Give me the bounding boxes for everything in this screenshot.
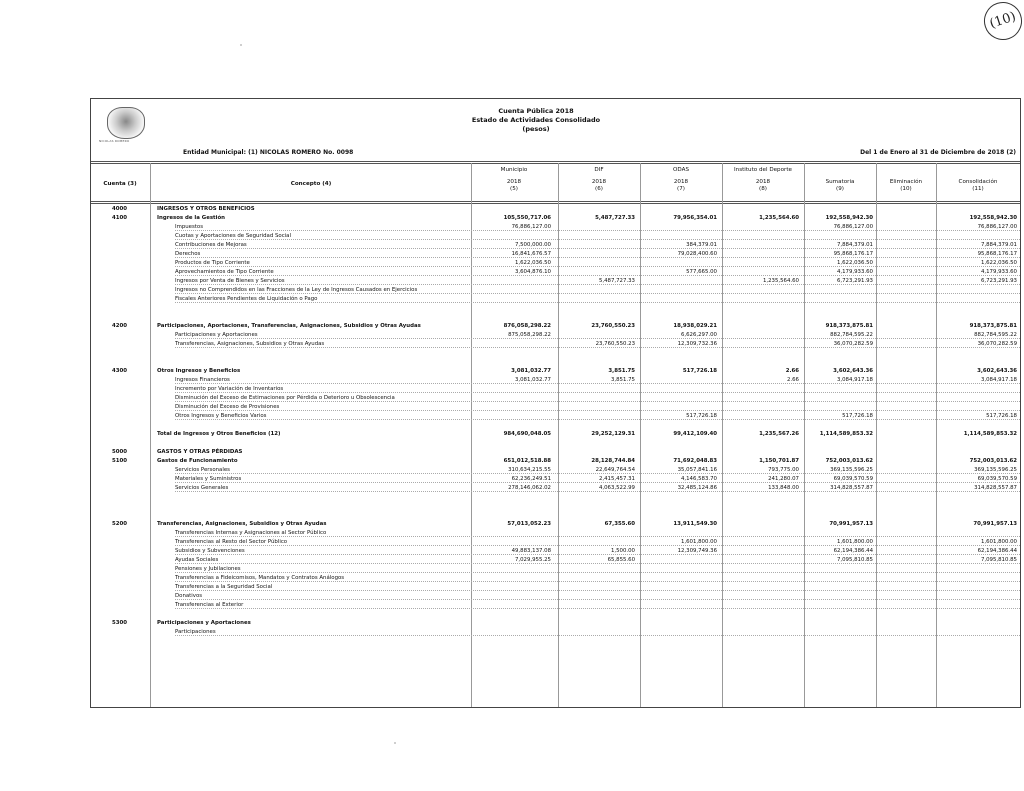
- table-row: [91, 457, 1020, 466]
- statement-rows: [91, 205, 1020, 637]
- cell-deporte: 1,235,567.26: [759, 431, 799, 437]
- cell-consolidacion: 70,991,957.13: [973, 521, 1017, 527]
- scan-speck: [394, 742, 396, 744]
- cell-dif: 5,487,727.33: [598, 278, 635, 284]
- table-row: [91, 214, 1020, 223]
- concept-label: Servicios Personales: [175, 467, 230, 473]
- cell-sumatoria: 4,179,933.60: [836, 269, 873, 275]
- row-underline: [175, 257, 1020, 258]
- header-rule: [91, 163, 1020, 164]
- cell-consolidacion: 1,622,036.50: [980, 260, 1017, 266]
- account-code: 5100: [111, 458, 127, 464]
- cell-consolidacion: 7,884,379.01: [980, 242, 1017, 248]
- table-row: [91, 250, 1020, 259]
- cell-dif: 5,487,727.33: [595, 215, 635, 221]
- concept-label: Participaciones y Aportaciones: [157, 620, 251, 626]
- cell-sumatoria: 192,558,942.30: [825, 215, 873, 221]
- col-header-eliminacion-num: (10): [900, 186, 912, 192]
- cell-consolidacion: 62,194,386.44: [977, 548, 1017, 554]
- cell-odas: 384,379.01: [686, 242, 717, 248]
- table-row: [91, 466, 1020, 475]
- col-header-dif-num: (6): [595, 186, 603, 192]
- col-header-concepto: [151, 181, 471, 188]
- col-header-eliminacion: [877, 179, 935, 193]
- cell-consolidacion: 7,095,810.85: [980, 557, 1017, 563]
- cell-deporte: 1,235,564.60: [759, 215, 799, 221]
- cell-deporte: 1,235,564.60: [762, 278, 799, 284]
- table-row: [91, 412, 1020, 421]
- blank-row: [91, 421, 1020, 430]
- concept-label: Ingresos Financieros: [175, 377, 230, 383]
- concept-label: INGRESOS Y OTROS BENEFICIOS: [157, 206, 255, 212]
- cell-consolidacion: 4,179,933.60: [980, 269, 1017, 275]
- col-header-municipio: [471, 167, 557, 193]
- table-row: [91, 592, 1020, 601]
- cell-consolidacion: 517,726.18: [986, 413, 1017, 419]
- concept-label: Transferencias, Asignaciones, Subsidios y Otras Ayudas: [157, 521, 327, 527]
- statement-header: [91, 99, 1020, 165]
- col-header-odas: [641, 167, 721, 193]
- cell-sumatoria: 752,003,013.62: [825, 458, 873, 464]
- cell-consolidacion: 6,723,291.93: [980, 278, 1017, 284]
- row-underline: [175, 248, 1020, 249]
- cell-sumatoria: 7,095,810.85: [836, 557, 873, 563]
- cell-sumatoria: 36,070,282.59: [833, 341, 873, 347]
- table-row: [91, 403, 1020, 412]
- cell-municipio: 3,081,032.77: [514, 377, 551, 383]
- concept-label: Disminución del Exceso de Estimaciones por Pérdida o Deterioro u Obsolescencia: [175, 395, 395, 401]
- cell-dif: 2,415,457.31: [598, 476, 635, 482]
- row-underline: [175, 230, 1020, 231]
- concept-label: Fiscales Anteriores Pendientes de Liquidación o Pago: [175, 296, 318, 302]
- cell-sumatoria: 3,602,643.36: [833, 368, 873, 374]
- cell-sumatoria: 882,784,595.22: [830, 332, 873, 338]
- cell-sumatoria: 76,886,127.00: [833, 224, 873, 230]
- cell-municipio: 984,690,048.05: [503, 431, 551, 437]
- cell-municipio: 278,146,062.02: [508, 485, 551, 491]
- cell-dif: 23,760,550.23: [591, 323, 635, 329]
- blank-row: [91, 610, 1020, 619]
- concept-label: Subsidios y Subvenciones: [175, 548, 245, 554]
- cell-municipio: 3,604,876.10: [514, 269, 551, 275]
- table-row: [91, 520, 1020, 529]
- col-header-dif-name: DIF: [594, 167, 604, 173]
- table-row: [91, 574, 1020, 583]
- table-row: [91, 340, 1020, 349]
- cell-municipio: 7,500,000.00: [514, 242, 551, 248]
- cell-odas: 6,626,297.00: [680, 332, 717, 338]
- cell-municipio: 57,013,052.23: [507, 521, 551, 527]
- seal-caption: NICOLAS ROMERO: [99, 139, 130, 143]
- cell-consolidacion: 3,602,643.36: [977, 368, 1017, 374]
- cell-consolidacion: 752,003,013.62: [969, 458, 1017, 464]
- col-header-dif: [559, 167, 639, 193]
- cell-odas: 4,146,583.70: [680, 476, 717, 482]
- cell-consolidacion: 3,084,917.18: [980, 377, 1017, 383]
- concept-label: Ingresos de la Gestión: [157, 215, 226, 221]
- cell-sumatoria: 62,194,386.44: [833, 548, 873, 554]
- table-row: [91, 367, 1020, 376]
- cell-sumatoria: 69,039,570.59: [833, 476, 873, 482]
- concept-label: Participaciones y Aportaciones: [175, 332, 258, 338]
- row-underline: [175, 419, 1020, 420]
- cell-dif: 29,252,129.31: [591, 431, 635, 437]
- cell-odas: 517,726.18: [682, 368, 717, 374]
- col-header-deporte-year: 2018: [755, 179, 771, 185]
- concept-label: Transferencias a la Seguridad Social: [175, 584, 273, 590]
- cell-dif: 1,500.00: [610, 548, 635, 554]
- col-header-sumatoria-num: (9): [836, 186, 844, 192]
- table-row: [91, 628, 1020, 637]
- cell-consolidacion: 192,558,942.30: [969, 215, 1017, 221]
- row-underline: [175, 635, 1020, 636]
- row-underline: [175, 581, 1020, 582]
- cell-sumatoria: 70,991,957.13: [829, 521, 873, 527]
- cell-consolidacion: 314,828,557.87: [974, 485, 1017, 491]
- statement-sheet: [90, 98, 1021, 708]
- statement-titles: [431, 107, 641, 134]
- concept-label: Pensiones y Jubilaciones: [175, 566, 241, 572]
- account-code: 4100: [111, 215, 127, 221]
- report-title: Cuenta Pública 2018: [498, 107, 574, 115]
- blank-row: [91, 313, 1020, 322]
- cell-sumatoria: 1,622,036.50: [836, 260, 873, 266]
- cell-municipio: 7,029,955.25: [514, 557, 551, 563]
- entity-label: Entidad Municipal: (1) NICOLAS ROMERO No. 0098: [183, 149, 354, 156]
- cell-sumatoria: 7,884,379.01: [836, 242, 873, 248]
- cell-odas: 1,601,800.00: [680, 539, 717, 545]
- cell-municipio: 3,081,032.77: [511, 368, 551, 374]
- cell-consolidacion: 1,601,800.00: [980, 539, 1017, 545]
- cell-sumatoria: 3,084,917.18: [836, 377, 873, 383]
- concept-label: Cuotas y Aportaciones de Seguridad Social: [175, 233, 291, 239]
- row-underline: [175, 266, 1020, 267]
- cell-odas: 577,665.00: [686, 269, 717, 275]
- table-row: [91, 295, 1020, 304]
- blank-row: [91, 358, 1020, 367]
- cell-municipio: 76,886,127.00: [511, 224, 551, 230]
- cell-odas: 32,485,124.86: [677, 485, 717, 491]
- cell-sumatoria: 517,726.18: [842, 413, 873, 419]
- col-header-consolidacion-name: Consolidación: [958, 179, 998, 185]
- col-header-municipio-num: (5): [510, 186, 518, 192]
- cell-municipio: 62,236,249.51: [511, 476, 551, 482]
- col-header-deporte-num: (8): [759, 186, 767, 192]
- account-code: 5300: [111, 620, 127, 626]
- cell-sumatoria: 95,868,176.17: [833, 251, 873, 257]
- account-code: 4000: [111, 206, 127, 212]
- blank-row: [91, 493, 1020, 502]
- table-row: [91, 475, 1020, 484]
- row-underline: [175, 383, 1020, 384]
- col-header-municipio-name: Municipio: [500, 167, 528, 173]
- row-underline: [175, 491, 1020, 492]
- cell-consolidacion: 95,868,176.17: [977, 251, 1017, 257]
- row-underline: [175, 608, 1020, 609]
- cell-municipio: 875,058,298.22: [508, 332, 551, 338]
- concept-label: Aprovechamientos de Tipo Corriente: [175, 269, 274, 275]
- table-row: [91, 232, 1020, 241]
- row-underline: [175, 563, 1020, 564]
- col-header-sumatoria-name: Sumatoria: [825, 179, 855, 185]
- cell-deporte: 2.66: [786, 377, 799, 383]
- row-underline: [175, 590, 1020, 591]
- cell-odas: 12,309,749.36: [677, 548, 717, 554]
- row-underline: [175, 284, 1020, 285]
- row-underline: [175, 401, 1020, 402]
- cell-deporte: 133,848.00: [768, 485, 799, 491]
- concept-label: Materiales y Suministros: [175, 476, 242, 482]
- col-header-odas-year: 2018: [673, 179, 689, 185]
- col-header-dif-year: 2018: [591, 179, 607, 185]
- blank-row: [91, 439, 1020, 448]
- concept-label: Total de Ingresos y Otros Beneficios (12): [157, 431, 281, 437]
- row-underline: [175, 599, 1020, 600]
- concept-label: Contribuciones de Mejoras: [175, 242, 247, 248]
- row-underline: [175, 545, 1020, 546]
- row-underline: [175, 275, 1020, 276]
- cell-sumatoria: 1,601,800.00: [836, 539, 873, 545]
- cell-sumatoria: 6,723,291.93: [836, 278, 873, 284]
- col-header-consolidacion: [937, 179, 1019, 193]
- concept-label: Transferencias al Resto del Sector Público: [175, 539, 288, 545]
- table-row: [91, 619, 1020, 628]
- table-row: [91, 205, 1020, 214]
- blank-row: [91, 502, 1020, 511]
- col-header-deporte-name: Instituto del Deporte: [734, 167, 792, 173]
- cell-consolidacion: 369,135,596.25: [974, 467, 1017, 473]
- table-row: [91, 376, 1020, 385]
- cell-dif: 28,128,744.84: [591, 458, 635, 464]
- concept-label: Participaciones, Aportaciones, Transferencias, Asignaciones, Subsidios y Otras Ayudas: [157, 323, 421, 329]
- table-row: [91, 223, 1020, 232]
- table-row: [91, 583, 1020, 592]
- table-row: [91, 565, 1020, 574]
- col-header-cuenta: [91, 181, 149, 188]
- col-header-consolidacion-num: (11): [972, 186, 984, 192]
- table-row: [91, 556, 1020, 565]
- col-header-deporte: [723, 167, 803, 193]
- col-header-cuenta-text: Cuenta (3): [103, 181, 137, 187]
- table-row: [91, 529, 1020, 538]
- table-row: [91, 286, 1020, 295]
- table-row: [91, 448, 1020, 457]
- row-underline: [175, 482, 1020, 483]
- concept-label: Gastos de Funcionamiento: [157, 458, 238, 464]
- cell-municipio: 1,622,036.50: [514, 260, 551, 266]
- cell-dif: 4,063,522.99: [598, 485, 635, 491]
- scan-speck: [240, 44, 242, 46]
- cell-deporte: 2.66: [785, 368, 799, 374]
- table-row: [91, 268, 1020, 277]
- table-row: [91, 430, 1020, 439]
- table-row: [91, 484, 1020, 493]
- cell-odas: 71,692,048.83: [673, 458, 717, 464]
- concept-label: GASTOS Y OTRAS PÉRDIDAS: [157, 449, 243, 455]
- col-header-odas-num: (7): [677, 186, 685, 192]
- concept-label: Transferencias al Exterior: [175, 602, 244, 608]
- col-header-sumatoria: [805, 179, 875, 193]
- account-code: 5200: [111, 521, 127, 527]
- concept-label: Participaciones: [175, 629, 216, 635]
- table-row: [91, 259, 1020, 268]
- cell-deporte: 241,280.07: [768, 476, 799, 482]
- col-header-municipio-year: 2018: [506, 179, 522, 185]
- concept-label: Transferencias, Asignaciones, Subsidios y Otras Ayudas: [175, 341, 325, 347]
- concept-label: Otros Ingresos y Beneficios: [157, 368, 241, 374]
- cell-municipio: 49,883,137.08: [511, 548, 551, 554]
- blank-row: [91, 304, 1020, 313]
- cell-consolidacion: 882,784,595.22: [974, 332, 1017, 338]
- cell-odas: 517,726.18: [686, 413, 717, 419]
- cell-consolidacion: 69,039,570.59: [977, 476, 1017, 482]
- row-underline: [175, 338, 1020, 339]
- blank-row: [91, 511, 1020, 520]
- concept-label: Transferencias a Fideicomisos, Mandatos y Contratos Análogos: [175, 575, 345, 581]
- table-row: [91, 538, 1020, 547]
- cell-dif: 65,855.60: [607, 557, 635, 563]
- concept-label: Productos de Tipo Corriente: [175, 260, 250, 266]
- table-row: [91, 322, 1020, 331]
- row-underline: [175, 536, 1020, 537]
- row-underline: [175, 410, 1020, 411]
- cell-odas: 18,938,029.21: [673, 323, 717, 329]
- cell-sumatoria: 369,135,596.25: [830, 467, 873, 473]
- concept-label: Disminución del Exceso de Provisiones: [175, 404, 280, 410]
- table-row: [91, 547, 1020, 556]
- cell-dif: 22,649,764.54: [595, 467, 635, 473]
- cell-odas: 79,028,400.60: [677, 251, 717, 257]
- row-underline: [175, 392, 1020, 393]
- account-code: 4200: [111, 323, 127, 329]
- cell-sumatoria: 1,114,589,853.32: [819, 431, 873, 437]
- period-label: Del 1 de Enero al 31 de Diciembre de 2018 (2): [860, 149, 1016, 156]
- cell-municipio: 16,841,676.57: [511, 251, 551, 257]
- cell-municipio: 876,058,298.22: [503, 323, 551, 329]
- cell-consolidacion: 1,114,589,853.32: [963, 431, 1017, 437]
- cell-dif: 3,851.75: [610, 377, 635, 383]
- concept-label: Impuestos: [175, 224, 204, 230]
- concept-label: Servicios Generales: [175, 485, 229, 491]
- cell-consolidacion: 76,886,127.00: [977, 224, 1017, 230]
- concept-label: Ingresos por Venta de Bienes y Servicios: [175, 278, 285, 284]
- report-subtitle: Estado de Actividades Consolidado: [471, 116, 601, 124]
- concept-label: Ayudas Sociales: [175, 557, 219, 563]
- cell-municipio: 105,550,717.06: [503, 215, 551, 221]
- cell-consolidacion: 918,373,875.81: [969, 323, 1017, 329]
- cell-odas: 99,412,109.40: [673, 431, 717, 437]
- row-underline: [175, 572, 1020, 573]
- column-header-rule: [91, 203, 1020, 204]
- cell-odas: 79,956,354.01: [673, 215, 717, 221]
- cell-consolidacion: 36,070,282.59: [977, 341, 1017, 347]
- table-row: [91, 385, 1020, 394]
- cell-sumatoria: 314,828,557.87: [830, 485, 873, 491]
- cell-deporte: 1,150,701.87: [759, 458, 799, 464]
- row-underline: [175, 554, 1020, 555]
- concept-label: Incremento por Variación de Inventarios: [175, 386, 284, 392]
- cell-municipio: 651,012,518.88: [503, 458, 551, 464]
- cell-dif: 23,760,550.23: [595, 341, 635, 347]
- row-underline: [175, 473, 1020, 474]
- concept-label: Donativos: [175, 593, 203, 599]
- cell-dif: 67,355.60: [604, 521, 635, 527]
- page-number-stamp: (10): [979, 0, 1024, 45]
- table-row: [91, 277, 1020, 286]
- concept-label: Derechos: [175, 251, 201, 257]
- table-row: [91, 241, 1020, 250]
- account-code: 4300: [111, 368, 127, 374]
- cell-sumatoria: 918,373,875.81: [825, 323, 873, 329]
- concept-label: Transferencias Internas y Asignaciones al Sector Público: [175, 530, 327, 536]
- header-rule: [91, 161, 1020, 162]
- column-header-rule: [91, 201, 1020, 202]
- cell-dif: 3,851.75: [608, 368, 635, 374]
- concept-label: Otros Ingresos y Beneficios Varios: [175, 413, 267, 419]
- row-underline: [175, 302, 1020, 303]
- concept-label: Ingresos no Comprendidos en las Fracciones de la Ley de Ingresos Causados en Ejercicios: [175, 287, 418, 293]
- cell-municipio: 310,634,215.55: [508, 467, 551, 473]
- municipal-seal-icon: [107, 107, 145, 139]
- col-header-concepto-text: Concepto (4): [290, 181, 332, 187]
- cell-odas: 13,911,549.30: [673, 521, 717, 527]
- col-header-eliminacion-name: Eliminación: [889, 179, 923, 185]
- cell-deporte: 793,775.00: [768, 467, 799, 473]
- table-row: [91, 601, 1020, 610]
- blank-row: [91, 349, 1020, 358]
- row-underline: [175, 347, 1020, 348]
- cell-odas: 12,309,732.36: [677, 341, 717, 347]
- account-code: 5000: [111, 449, 127, 455]
- table-row: [91, 331, 1020, 340]
- report-unit: (pesos): [522, 125, 550, 133]
- row-underline: [175, 239, 1020, 240]
- row-underline: [175, 293, 1020, 294]
- table-row: [91, 394, 1020, 403]
- cell-odas: 35,057,841.16: [677, 467, 717, 473]
- col-header-odas-name: ODAS: [673, 167, 689, 173]
